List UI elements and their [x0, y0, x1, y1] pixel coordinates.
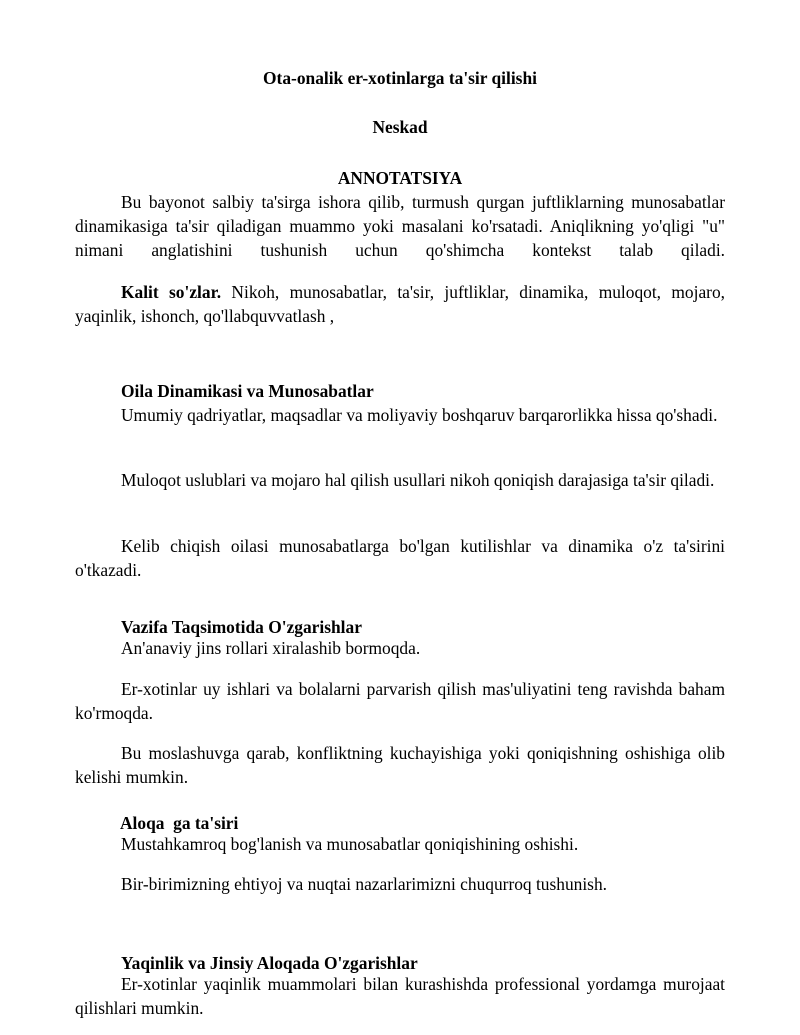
author-name: Neskad: [372, 117, 428, 137]
section-paragraph: Er-xotinlar yaqinlik muammolari bilan kurashishda professional yordamga murojaat qilishlari mumkin.: [75, 974, 725, 1018]
section-heading-task-distribution: Vazifa Taqsimotida O'zgarishlar: [121, 617, 362, 637]
section-paragraph: Umumiy qadriyatlar, maqsadlar va moliyaviy boshqaruv barqarorlikka hissa qo'shadi.: [121, 405, 718, 425]
section-paragraph: Er-xotinlar uy ishlari va bolalarni parvarish qilish mas'uliyatini teng ravishda baham ko'rmoqda.: [75, 679, 725, 723]
section-paragraph: Bu moslashuvga qarab, konfliktning kuchayishiga yoki qoniqishning oshishiga olib kelishi mumkin.: [75, 743, 725, 787]
section-paragraph: Kelib chiqish oilasi munosabatlarga bo'lgan kutilishlar va dinamika o'z ta'sirini o'tkazadi.: [75, 536, 725, 580]
section-paragraph: Bir-birimizning ehtiyoj va nuqtai nazarlarimizni chuqurroq tushunish.: [121, 874, 607, 894]
annotation-paragraph: Bu bayonot salbiy ta'sirga ishora qilib, turmush qurgan juftliklarning munosabatlar dinamikasiga ta'sir qiladigan muammo yoki masalani ko'rsatadi. Aniqlikning yo'qligi "u" nimani anglatishini tushunish uchun qo'shimcha kontekst talab qiladi.: [75, 192, 725, 260]
section-heading-family-dynamics: Oila Dinamikasi va Munosabatlar: [121, 381, 374, 401]
keywords-paragraph: [75, 280, 725, 328]
annotation-heading: ANNOTATSIYA: [337, 168, 463, 188]
keywords-label: Kalit so'zlar.: [121, 282, 222, 302]
section-paragraph: Mustahkamroq bog'lanish va munosabatlar qoniqishining oshishi.: [121, 834, 579, 854]
section-heading-intimacy: Yaqinlik va Jinsiy Aloqada O'zgarishlar: [121, 953, 418, 973]
section-paragraph: An'anaviy jins rollari xiralashib bormoqda.: [121, 638, 421, 658]
section-paragraph: Muloqot uslublari va mojaro hal qilish usullari nikoh qoniqish darajasiga ta'sir qiladi.: [121, 470, 715, 490]
document-title: Ota-onalik er-xotinlarga ta'sir qilishi: [263, 68, 537, 88]
keywords-text: Nikoh, munosabatlar, ta'sir, juftliklar, dinamika, muloqot, mojaro, yaqinlik, ishonch, qo'llabquvvatlash ,: [75, 282, 725, 326]
section-heading-communication: Aloqa ga ta'siri: [120, 813, 239, 833]
